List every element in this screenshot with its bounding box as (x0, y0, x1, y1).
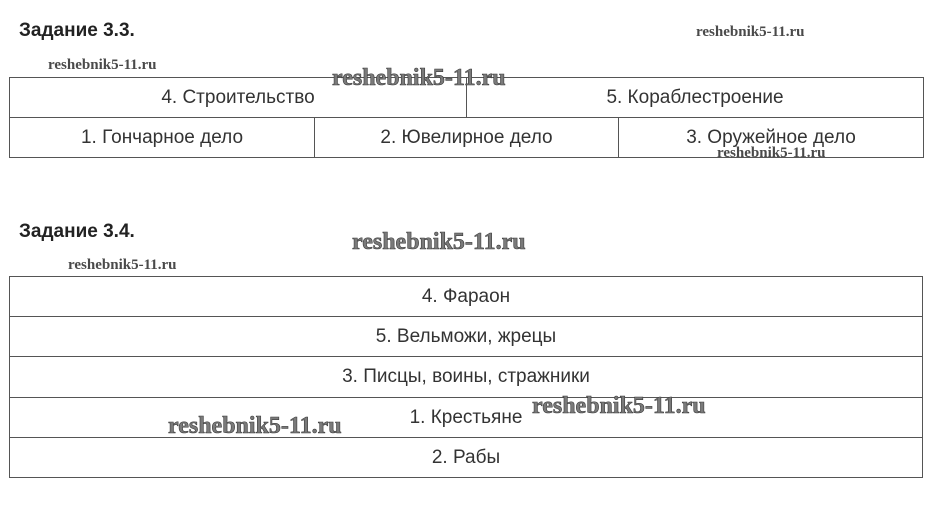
table-cell: 5. Кораблестроение (467, 78, 924, 118)
watermark: reshebnik5-11.ru (717, 145, 826, 161)
table-row (10, 357, 923, 398)
table-cell: 5. Вельможи, жрецы (10, 317, 923, 357)
task-3-3-table (9, 77, 924, 158)
table-row (10, 118, 924, 158)
watermark: reshebnik5-11.ru (332, 65, 506, 91)
watermark: reshebnik5-11.ru (696, 24, 805, 40)
table-cell: 4. Фараон (10, 277, 923, 317)
table-row (10, 78, 924, 118)
task-3-3-heading: Задание 3.3. (19, 20, 135, 41)
table-row (10, 317, 923, 357)
watermark: reshebnik5-11.ru (68, 257, 177, 273)
table-cell: 3. Оружейное дело (619, 118, 924, 158)
table-cell: 2. Ювелирное дело (315, 118, 619, 158)
table-cell: 4. Строительство (10, 78, 467, 118)
watermark: reshebnik5-11.ru (532, 393, 706, 419)
table-cell: 1. Гончарное дело (10, 118, 315, 158)
task-3-4-table (9, 276, 923, 478)
table-cell: 1. Крестьяне (10, 398, 923, 438)
watermark: reshebnik5-11.ru (48, 57, 157, 73)
table-cell: 2. Рабы (10, 438, 923, 478)
table-row (10, 438, 923, 478)
task-3-4-heading: Задание 3.4. (19, 221, 135, 242)
watermark: reshebnik5-11.ru (168, 413, 342, 439)
table-row (10, 398, 923, 438)
watermark: reshebnik5-11.ru (352, 229, 526, 255)
table-row (10, 277, 923, 317)
table-cell: 3. Писцы, воины, стражники (10, 357, 923, 398)
